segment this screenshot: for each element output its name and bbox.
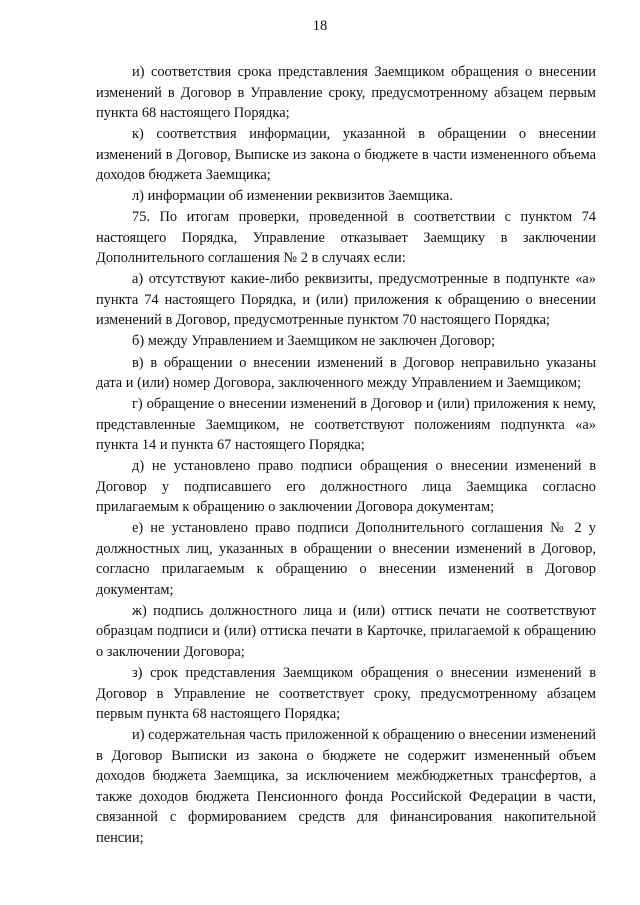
- paragraph-75: 75. По итогам проверки, проведенной в соответствии с пунктом 74 настоящего Порядка, Управление отказывает Заемщику в заключении Дополнительного соглашения № 2 в случаях если:: [96, 209, 596, 267]
- page-number: 18: [312, 18, 328, 34]
- paragraph-d: д) не установлено право подписи обращения о внесении изменений в Договор у подписавшего его должностного лица Заемщика согласно прилагаемым к обращению о заключении Договора документам;: [96, 458, 596, 516]
- paragraph-g: г) обращение о внесении изменений в Договор и (или) приложения к нему, представленные Заемщиком, не соответствуют положениям подпункта «а» пункта 14 и пункта 67 настоящего Порядка;: [96, 396, 596, 454]
- paragraph-e: е) не установлено право подписи Дополнительного соглашения № 2 у должностных лиц, указанных в обращении о внесении изменений в Договор, согласно прилагаемым к обращению о внесении изменений в Договор документам;: [96, 520, 596, 598]
- paragraph-b: б) между Управлением и Заемщиком не заключен Договор;: [132, 333, 496, 350]
- paragraph-l-requisites: л) информации об изменении реквизитов Заемщика.: [132, 188, 453, 205]
- paragraph-k-info-compliance: к) соответствия информации, указанной в обращении о внесении изменений в Договор, Выписке из закона о бюджете в части измененного объема доходов бюджета Заемщика;: [96, 126, 596, 184]
- paragraph-z: з) срок представления Заемщиком обращения о внесении изменений в Договор в Управление не соответствует сроку, предусмотренному абзацем первым пункта 68 настоящего Порядка;: [96, 665, 596, 723]
- paragraph-zh: ж) подпись должностного лица и (или) оттиск печати не соответствуют образцам подписи и (или) оттиска печати в Карточке, прилагаемой к обращению о заключении Договора;: [96, 602, 596, 660]
- document-body: [96, 62, 596, 849]
- paragraph-i-budget-extract: и) содержательная часть приложенной к обращению о внесении изменений в Договор Выписки из закона о бюджете не содержит измененный объем доходов бюджета Заемщика, за исключением межбюджетных трансфертов, а также доходов бюджета Пенсионного фонда Российской Федерации в части, связанной с формированием средств для финансирования накопительной пенсии;: [96, 727, 596, 846]
- paragraph-a: а) отсутствуют какие-либо реквизиты, предусмотренные в подпункте «а» пункта 74 настоящего Порядка, и (или) приложения к обращению о внесении изменений в Договор, предусмотренные пунктом 70 настоящего Порядка;: [96, 271, 596, 329]
- paragraph-v: в) в обращении о внесении изменений в Договор неправильно указаны дата и (или) номер Договора, заключенного между Управлением и Заемщиком;: [96, 354, 596, 392]
- paragraph-i-deadline: и) соответствия срока представления Заемщиком обращения о внесении изменений в Договор в Управление сроку, предусмотренному абзацем первым пункта 68 настоящего Порядка;: [96, 64, 596, 121]
